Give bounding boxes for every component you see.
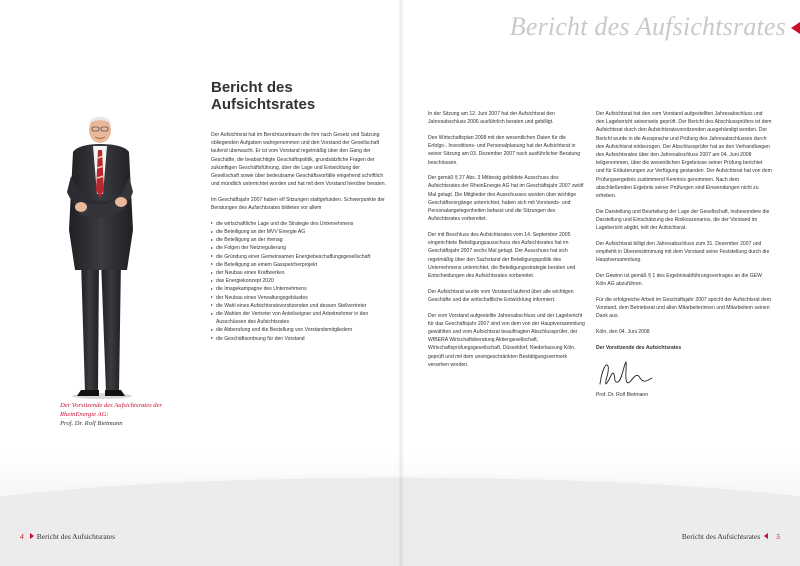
running-head-arrow-icon: [791, 22, 800, 34]
list-item: die Gründung einer Gemeinsamen Energiebeschaffungsgesellschaft: [211, 253, 387, 261]
page-number-right: 5: [776, 532, 780, 541]
footer-left-text: Bericht des Aufsichtsrates: [36, 532, 116, 541]
list-item: der Neubau eines Verwaltungsgebäudes: [211, 294, 387, 302]
list-item: die Beteiligung an der rhenag: [211, 236, 387, 244]
paragraph: Der Aufsichtsrat hat den vom Vorstand aufgestellten Jahresabschluss und den Lagebericht seinerseits geprüft. Der Bericht des Abschlussprüfers ist dem Aufsichtsrat durch den Aufsichtsratsvorsitzenden ausgehändigt worden. Der Bericht wurde in die Aussprache und Prüfung des Jahresabschlusses durch den Aufsichtsrat einbezogen. Der Abschlussprüfer hat an den Verhandlungen des Aufsichtsrates über den Jahresabschluss 2007 am 04. Juni 2008 teilgenommen, über die wesentlichen Ergebnisse seiner Prüfung berichtet und für Erläuterungen zur Verfügung gestanden. Der Aufsichtsrat hat von dem Prüfungsergebnis zustimmend Kenntnis genommen. Nach dem abschließenden Ergebnis seiner Prüfungen sind Einwendungen nicht zu erheben.: [596, 111, 772, 200]
list-item: der Neubau eines Kraftwerkes: [211, 269, 387, 277]
signer-heading: Der Vorsitzende des Aufsichtsrates: [596, 344, 682, 351]
paragraph: Der Gewinn ist gemäß § 1 des Ergebnisabführungsvertrages an die GEW Köln AG abzuführen.: [596, 272, 762, 288]
text-column-3: [596, 110, 772, 399]
paragraph: Den Wirtschaftsplan 2008 mit den wesentlichen Daten für die Erfolgs-, Investitions- und Personalplanung hat der Aufsichtsrat in seiner Sitzung am 03. Dezember 2007 nach ausführlicher Beratung beschlossen.: [428, 134, 581, 166]
signature: [596, 356, 656, 390]
list-item: die wirtschaftliche Lage und die Strategie des Unternehmens: [211, 220, 387, 228]
triangle-left-icon: [764, 533, 768, 539]
paragraph: Im Geschäftsjahr 2007 haben elf Sitzungen stattgefunden. Schwerpunkte der Beratungen des Aufsichtsrates bildeten vor allem: [211, 196, 385, 212]
running-head: Bericht des Aufsichtsrates: [509, 12, 786, 41]
paragraph: Der Aufsichtsrat wurde vom Vorstand laufend über alle wichtigen Geschäfte und die wirtschaftliche Entwicklung informiert.: [428, 288, 574, 303]
list-item: die Folgen der Netzregulierung: [211, 244, 387, 252]
paragraph: Der Aufsichtsrat billigt den Jahresabschluss zum 31. Dezember 2007 und empfiehlt in Übereinstimmung mit dem Vorstand seine Feststellung durch die Hauptversammlung.: [596, 240, 770, 264]
footer-right: [682, 532, 780, 541]
page-title: Bericht des Aufsichtsrates: [211, 79, 316, 113]
paragraph: Die Darstellung und Beurteilung der Lage der Gesellschaft, insbesondere die Darstellung und Einschätzung des Risikoszenarios, die der Vorstand im Lagebericht abgibt, teilt der Aufsichtsrat.: [596, 208, 770, 232]
paragraph: Der mit Beschluss des Aufsichtsrates vom 14. September 2005 eingerichtete Beteiligungsausschuss des Aufsichtsrates hat im Geschäftsjahr 2007 sechs Mal getagt. Der Ausschuss hat sich regelmäßig über den Sachstand der Beteiligungspolitik des Unternehmens unterrichtet, die Beteiligungsstrategie beraten und Entscheidungen des Aufsichtsrates vorbereitet.: [428, 231, 576, 279]
page-fold: [398, 0, 404, 566]
page-number-left: 4: [20, 532, 24, 541]
text-column-1: [211, 131, 387, 343]
chairman-portrait: [55, 110, 145, 400]
place-date: Köln, den 04. Juni 2008: [596, 328, 650, 335]
caption-name: Prof. Dr. Rolf Bietmann: [60, 420, 123, 427]
list-item: die Beteiligung an einem Gasspeicherprojekt: [211, 261, 387, 269]
list-item: die Geschäftsordnung für den Vorstand: [211, 335, 387, 343]
paragraph: In der Sitzung am 12. Juni 2007 hat der Aufsichtsrat den Jahresabschluss 2006 ausführlich beraten und gebilligt.: [428, 111, 555, 126]
text-column-2: [428, 110, 586, 376]
footer-right-text: Bericht des Aufsichtsrates: [681, 532, 761, 541]
list-item: das Energiekonzept 2020: [211, 277, 387, 285]
signer-name: Prof. Dr. Rolf Bietmann: [596, 392, 649, 399]
paragraph: Der Aufsichtsrat hat im Berichtszeitraum die ihm nach Gesetz und Satzung obliegenden Aufgaben wahrgenommen und den Vorstand der Gesellschaft laufend überwacht. Er ist vom Vorstand regelmäßig über den Gang der Geschäfte, die beabsichtigte Geschäftspolitik, grundsätzliche Fragen der zukünftigen Geschäftsführung, über die Lage und Entwicklung der Gesellschaft sowie über bedeutsame Geschäftsvorfälle eingehend schriftlich und mündlich unterrichtet worden und hat mit dem Vorstand hierüber beraten.: [211, 132, 386, 188]
paragraph: Der vom Vorstand aufgestellte Jahresabschluss und der Lagebericht für das Geschäftsjahr 2007 sind von dem von der Hauptversammlung gewählten und vom Aufsichtsrat beauftragten Abschlussprüfer, der WIBERA Wirtschaftsberatung Aktiengesellschaft, Wirtschaftsprüfungsgesellschaft, Düsseldorf, Niederlassung Köln, geprüft und mit dem uneingeschränkten Bestätigungsvermerk versehen worden.: [428, 312, 585, 368]
list-item: die Wahl eines Aufsichtsratsvorsitzenden und dessen Stellvertreter: [211, 302, 387, 310]
triangle-right-icon: [30, 533, 34, 539]
caption-role: Der Vorsitzende des Aufsichtsrates der RheinEnergie AG:: [60, 402, 163, 418]
list-item: die Abberufung und die Bestellung von Vorstandsmitgliedern: [211, 326, 387, 334]
footer-left: [20, 532, 115, 541]
paragraph: Für die erfolgreiche Arbeit im Geschäftsjahr 2007 spricht der Aufsichtsrat dem Vorstand, dem Betriebsrat und allen Mitarbeiterinnen und Mitarbeitern seinen Dank aus.: [596, 296, 771, 320]
portrait-caption: [60, 401, 180, 428]
list-item: die Wahlen der Vertreter von Anteilseigner und Arbeitnehmer in den Ausschüssen des Aufsichtsrates: [211, 310, 387, 326]
paragraph: Der gemäß § 27 Abs. 3 Mitbestg gebildete Ausschuss des Aufsichtsrates der RheinEnergie AG hat im Geschäftsjahr 2007 zwölf Mal getagt. Die Mitglieder des Ausschusses wurden über wichtige Geschäftsvorgänge unterrichtet, haben sich mit Vorstands- und Personalangelegenheiten befasst und die Sitzungen des Aufsichtsrates vorbereitet.: [428, 175, 584, 223]
list-item: die Imagekampagne des Unternehmens: [211, 285, 387, 293]
list-item: die Beteiligung an der MVV Energie AG: [211, 228, 387, 236]
topics-list: [211, 220, 387, 343]
